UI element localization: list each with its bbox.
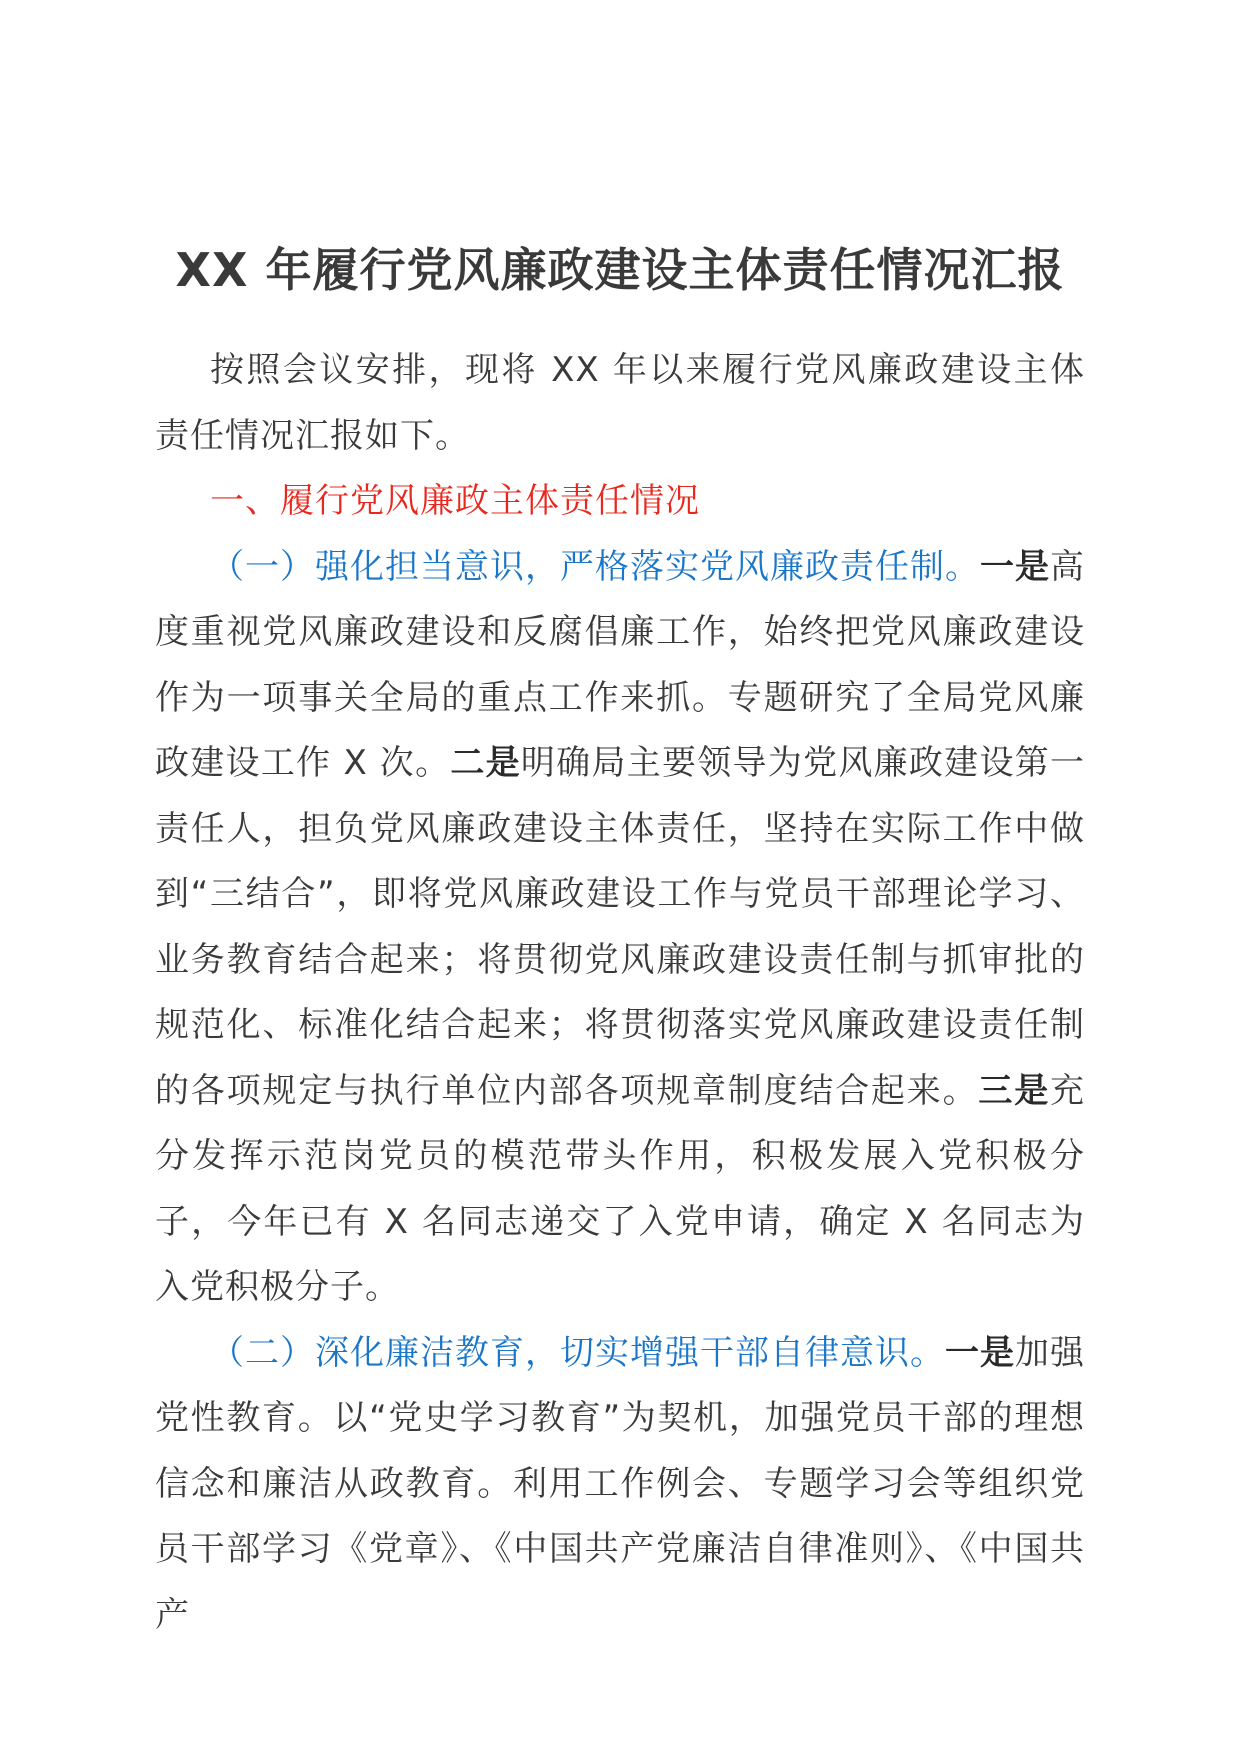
point-label-3: 三是 — [978, 1070, 1051, 1111]
subsection2-heading: （二）深化廉洁教育，切实增强干部自律意识。 — [210, 1332, 945, 1373]
document-body — [155, 338, 1085, 1648]
subsection2-paragraph — [155, 1321, 1085, 1649]
document-title: XX 年履行党风廉政建设主体责任情况汇报 — [175, 243, 1065, 297]
sub2-point-label-1: 一是 — [945, 1332, 1015, 1373]
point-text-2: 明确局主要领导为党风廉政建设第一责任人，担负党风廉政建设主体责任，坚持在实际工作中做到“三结合”，即将党风廉政建设工作与党员干部理论学习、业务教育结合起来；将贯彻党风廉政建设责任制与抓审批的规范化、标准化结合起来；将贯彻落实党风廉政建设责任制的各项规定与执行单位内部各项规章制度结合起来。 — [155, 743, 1085, 1111]
sub2-point-text-1: 加强党性教育。以“党史学习教育”为契机，加强党员干部的理想信念和廉洁从政教育。利用工作例会、专题学习会等组织党员干部学习《党章》、《中国共产党廉洁自律准则》、《中国共产 — [155, 1332, 1085, 1635]
subsection1-heading: （一）强化担当意识，严格落实党风廉政责任制。 — [210, 546, 980, 587]
intro-paragraph: 按照会议安排，现将 XX 年以来履行党风廉政建设主体责任情况汇报如下。 — [155, 350, 1085, 456]
point-text-3: 充分发挥示范岗党员的模范带头作用，积极发展入党积极分子，今年已有 X 名同志递交了入党申请，确定 X 名同志为入党积极分子。 — [155, 1070, 1086, 1307]
point-text-1: 高度重视党风廉政建设和反腐倡廉工作，始终把党风廉政建设作为一项事关全局的重点工作来抓。专题研究了全局党风廉政建设工作 X 次。 — [155, 546, 1085, 783]
point-label-2: 二是 — [450, 743, 521, 783]
point-label-1: 一是 — [980, 546, 1050, 587]
subsection1-paragraph — [155, 535, 1085, 1321]
section-heading — [155, 469, 1085, 535]
section1-heading: 一、履行党风廉政主体责任情况 — [210, 481, 700, 521]
